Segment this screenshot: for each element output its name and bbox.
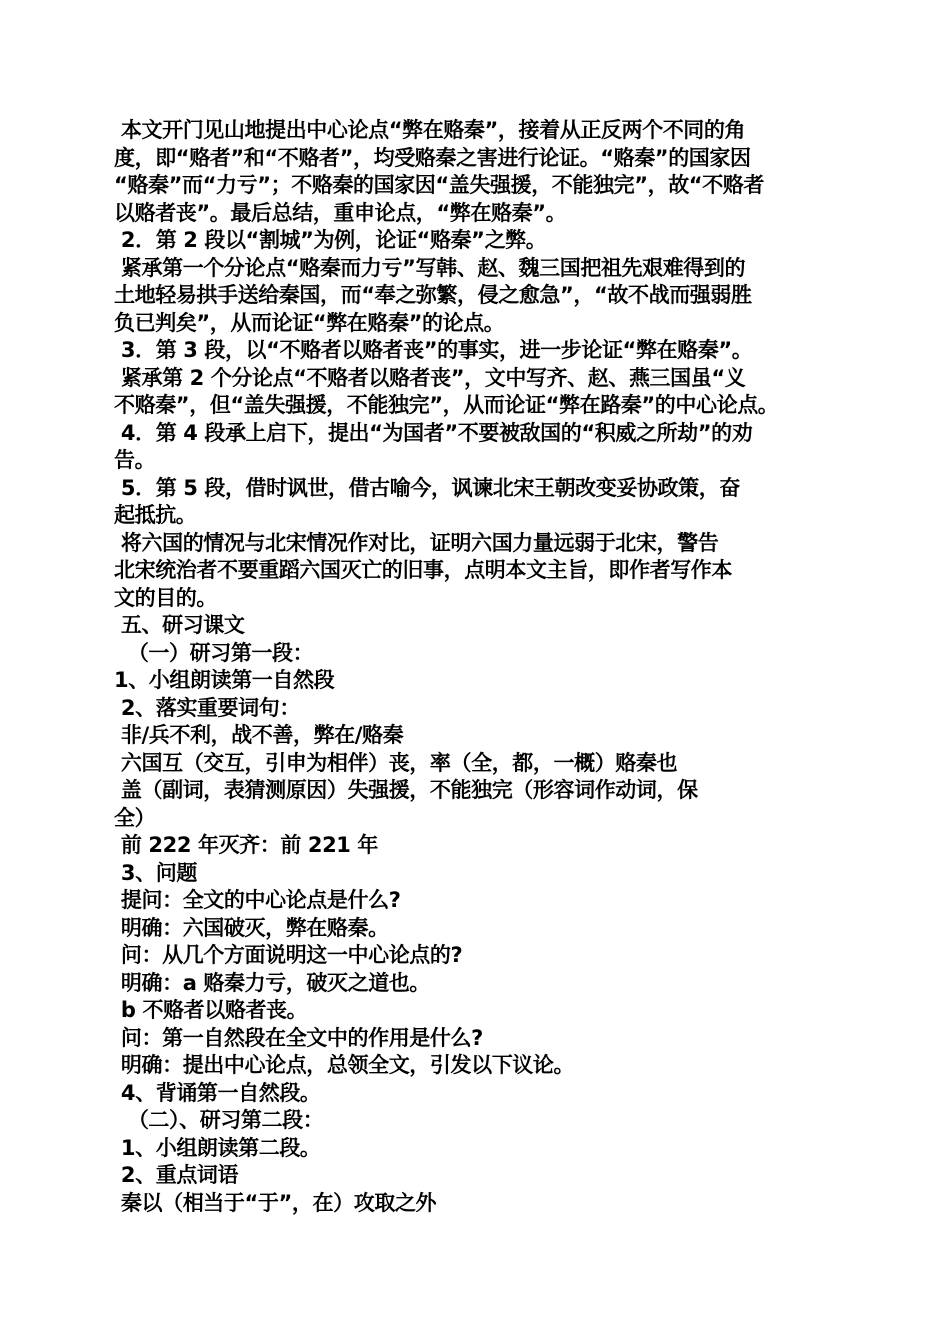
text-line: 土地轻易拱手送给秦国，而“奉之弥繁，侵之愈急”，“故不战而强弱胜 bbox=[114, 283, 752, 307]
text-line: 明确：六国破灭，弊在赂秦。 bbox=[114, 915, 389, 940]
text-line: 六国互（交互，引申为相伴）丧，率（全，都，一概）赂秦也 bbox=[114, 750, 678, 775]
text-line: 4．第 4 段承上启下，提出“为国者”不要被敌国的“积威之所劫”的劝 bbox=[114, 420, 753, 445]
text-line: 全） bbox=[114, 805, 156, 830]
text-line: 将六国的情况与北宋情况作对比，证明六国力量远弱于北宋，警告 bbox=[114, 530, 719, 555]
subsection-heading: （一）研习第一段： bbox=[114, 640, 314, 665]
text-line: 2．第 2 段以“割城”为例，论证“赂秦”之弊。 bbox=[114, 228, 547, 252]
text-line: b 不赂者以赂者丧。 bbox=[114, 998, 308, 1022]
subsection-heading: （二）、研习第二段： bbox=[114, 1108, 324, 1132]
text-line: 1、小组朗读第二段。 bbox=[114, 1135, 321, 1160]
text-line: 问：从几个方面说明这一中心论点的? bbox=[114, 943, 463, 967]
text-line: 前 222 年灭齐：前 221 年 bbox=[114, 833, 379, 857]
text-line: 起抵抗。 bbox=[114, 503, 197, 527]
text-line: 5．第 5 段，借时讽世，借古喻今，讽谏北宋王朝改变妥协政策，奋 bbox=[114, 475, 740, 500]
text-line: 3、问题 bbox=[114, 860, 197, 885]
section-heading: 五、研习课文 bbox=[114, 613, 245, 637]
text-line: 本文开门见山地提出中心论点“弊在赂秦”，接着从正反两个不同的角 bbox=[114, 118, 746, 142]
text-line: 非/兵不利，战不善，弊在/赂秦 bbox=[114, 723, 404, 747]
text-line: 4、背诵第一自然段。 bbox=[114, 1080, 321, 1105]
text-line: 负已判矣”，从而论证“弊在赂秦”的论点。 bbox=[114, 310, 505, 335]
text-line: 明确：a 赂秦力亏，破灭之道也。 bbox=[114, 970, 430, 995]
text-line: 2、重点词语 bbox=[114, 1163, 239, 1187]
text-line: 告。 bbox=[114, 448, 156, 472]
text-line: 2、落实重要词句： bbox=[114, 695, 300, 720]
text-line: 北宋统治者不要重蹈六国灭亡的旧事，点明本文主旨，即作者写作本 bbox=[114, 558, 732, 582]
text-line: 以赂者丧”。最后总结，重申论点，“弊在赂秦”。 bbox=[114, 200, 567, 225]
document-body bbox=[114, 117, 840, 1217]
text-line: 秦以（相当于“于”，在）攻取之外 bbox=[114, 1190, 437, 1215]
text-line: 1、小组朗读第一自然段 bbox=[114, 668, 335, 692]
text-line: 提问：全文的中心论点是什么? bbox=[114, 888, 401, 912]
text-line: 不赂秦”，但“盖失强援，不能独完”，从而论证“弊在路秦”的中心论点。 bbox=[114, 393, 779, 417]
text-line: 明确：提出中心论点，总领全文，引发以下议论。 bbox=[114, 1053, 575, 1077]
text-line: 3．第 3 段，以“不赂者以赂者丧”的事实，进一步论证“弊在赂秦”。 bbox=[114, 338, 753, 362]
text-line: 问：第一自然段在全文中的作用是什么? bbox=[114, 1025, 483, 1050]
text-line: 紧承第一个分论点“赂秦而力亏”写韩、赵、魏三国把祖先艰难得到的 bbox=[114, 255, 746, 280]
text-line: 度，即“赂者”和“不赂者”，均受赂秦之害进行论证。“赂秦”的国家因 bbox=[114, 145, 751, 170]
text-line: “赂秦”而“力亏”；不赂秦的国家因“盖失强援，不能独完”，故“不赂者 bbox=[114, 173, 765, 197]
text-line: 紧承第 2 个分论点“不赂者以赂者丧”，文中写齐、赵、燕三国虽“义 bbox=[114, 365, 746, 390]
text-line: 文的目的。 bbox=[114, 585, 217, 610]
text-line: 盖（副词，表猜测原因）失强援，不能独完（形容词作动词，保 bbox=[114, 778, 698, 802]
